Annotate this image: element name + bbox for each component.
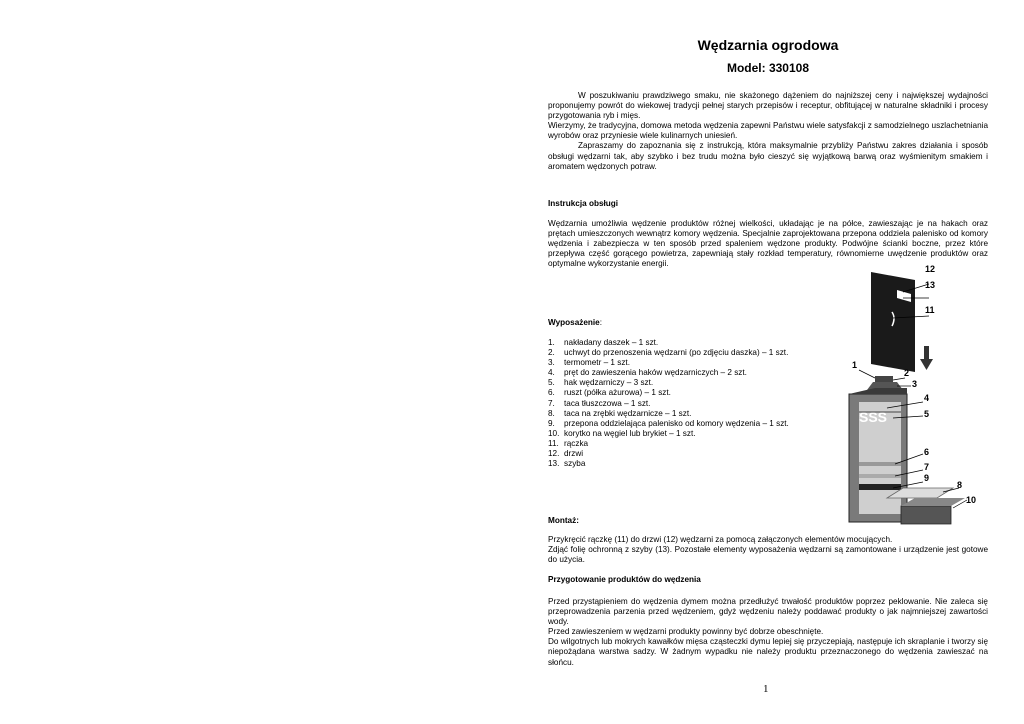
intro-paragraph-3: Zapraszamy do zapoznania się z instrukcją, która maksymalnie przybliży Państwu zakres działania i sposób obsługi wędzarni tak, aby szybko i bez trudu można było cieszyć się wyjątkową barwą oraz wyśmienitym smakiem i aromatem wędzonych potraw. bbox=[548, 141, 988, 171]
intro-paragraph-2: Wierzymy, że tradycyjna, domowa metoda wędzenia zapewni Państwu wiele satysfakcji z samodzielnego uszlachetniania wyrobów oraz przyniesie wiele kulinarnych uniesień. bbox=[548, 121, 988, 141]
equipment-item bbox=[548, 409, 828, 419]
label-9: 9 bbox=[924, 473, 930, 483]
equipment-item-text: hak wędzarniczy – 3 szt. bbox=[564, 378, 654, 388]
model-number: Model: 330108 bbox=[726, 61, 810, 75]
intro-paragraph-1: W poszukiwaniu prawdziwego smaku, nie skażonego dążeniem do najniższej ceny i największej wydajności proponujemy powrót do wiekowej tradycji pełnej starych przepisów i receptur, obfitującej w naturalne składniki i procesy przygotowania ryb i mięs. bbox=[548, 91, 988, 121]
equipment-item-number: 9. bbox=[548, 418, 555, 428]
equipment-item bbox=[548, 439, 828, 449]
equipment-heading: Wyposażenie bbox=[548, 318, 600, 327]
equipment-item bbox=[548, 378, 828, 388]
label-3: 3 bbox=[912, 379, 918, 389]
preparation-heading: Przygotowanie produktów do wędzenia bbox=[548, 575, 701, 584]
label-8: 8 bbox=[957, 480, 963, 490]
label-13: 13 bbox=[925, 280, 936, 290]
equipment-item-text: taca tłuszczowa – 1 szt. bbox=[564, 398, 651, 408]
equipment-item-number: 3. bbox=[548, 358, 555, 368]
equipment-item bbox=[548, 338, 828, 348]
equipment-item-text: drzwi bbox=[564, 449, 584, 459]
equipment-item-number: 13. bbox=[548, 459, 560, 469]
preparation-paragraph-1: Przed przystąpieniem do wędzenia dymem można przedłużyć trwałość produktów poprzez peklowanie. Nie zaleca się przeprowadzenia parzenia przed wędzeniem, gdyż wędzeniu należy poddawać produkty o jak najmniejszej zawartości wody. bbox=[548, 597, 988, 627]
equipment-item-text: korytko na węgiel lub brykiet – 1 szt. bbox=[564, 428, 696, 438]
equipment-item-number: 2. bbox=[548, 348, 555, 358]
equipment-item-number: 1. bbox=[548, 338, 555, 347]
equipment-item bbox=[548, 429, 828, 439]
equipment-item bbox=[548, 358, 828, 368]
equipment-item-number: 7. bbox=[548, 398, 555, 408]
equipment-item-text: termometr – 1 szt. bbox=[564, 358, 630, 368]
equipment-item bbox=[548, 449, 828, 459]
equipment-item-text: przepona oddzielająca palenisko od komory wędzenia – 1 szt. bbox=[564, 418, 789, 428]
assembly-paragraph-1: Przykręcić rączkę (11) do drzwi (12) wędzarni za pomocą załączonych elementów mocujących. bbox=[548, 535, 893, 544]
equipment-item-number: 6. bbox=[548, 388, 555, 398]
intro-section bbox=[548, 91, 988, 172]
instructions-heading: Instrukcja obsługi bbox=[548, 199, 619, 208]
label-11: 11 bbox=[925, 305, 935, 315]
preparation-paragraph-3: Do wilgotnych lub mokrych kawałków mięsa cząsteczki dymu lepiej się przyczepiają, następuje ich skraplanie i tworzy się niepożądana warstwa sadzy. W żadnym wypadku nie należy produktu przeznaczonego do wędzenia zawieszać na słońcu. bbox=[548, 637, 988, 667]
equipment-heading-colon: : bbox=[599, 318, 603, 327]
label-7: 7 bbox=[924, 462, 930, 472]
equipment-item-text: pręt do zawieszenia haków wędzarniczych – 2 szt. bbox=[564, 368, 747, 378]
equipment-item bbox=[548, 368, 828, 378]
equipment-item-text: rączka bbox=[564, 438, 589, 448]
equipment-item bbox=[548, 388, 828, 398]
label-5: 5 bbox=[924, 409, 930, 419]
label-10: 10 bbox=[966, 495, 977, 505]
equipment-item-number: 5. bbox=[548, 378, 555, 388]
label-6: 6 bbox=[924, 447, 930, 457]
equipment-item bbox=[548, 419, 828, 429]
equipment-item-number: 8. bbox=[548, 408, 555, 418]
equipment-item-text: taca na zrębki wędzarnicze – 1 szt. bbox=[564, 408, 692, 418]
equipment-item-text: nakładany daszek – 1 szt. bbox=[564, 338, 659, 347]
preparation-section bbox=[548, 597, 988, 668]
equipment-item-number: 4. bbox=[548, 368, 555, 378]
label-1: 1 bbox=[852, 360, 858, 370]
equipment-item bbox=[548, 459, 828, 469]
document-title: Wędzarnia ogrodowa bbox=[697, 37, 839, 53]
page-number: 1 bbox=[763, 683, 769, 695]
equipment-item-number: 10. bbox=[548, 428, 560, 438]
assembly-paragraph-2: Zdjąć folię ochronną z szyby (13). Pozostałe elementy wyposażenia wędzarni są zamontowane i urządzenie jest gotowe do użycia. bbox=[548, 545, 988, 565]
equipment-item-text: ruszt (półka ażurowa) – 1 szt. bbox=[564, 388, 671, 398]
diagram-labels bbox=[845, 262, 985, 532]
label-2: 2 bbox=[904, 368, 910, 378]
hooks-shape: SSS bbox=[859, 409, 888, 425]
assembly-section bbox=[548, 535, 988, 565]
label-12: 12 bbox=[925, 264, 936, 274]
assembly-heading: Montaż: bbox=[548, 516, 579, 525]
equipment-item-number: 12. bbox=[548, 449, 560, 459]
equipment-item bbox=[548, 399, 828, 409]
label-4: 4 bbox=[924, 393, 930, 403]
equipment-item-text: szyba bbox=[564, 459, 586, 469]
equipment-item-text: uchwyt do przenoszenia wędzarni (po zdjęciu daszka) – 1 szt. bbox=[564, 348, 789, 358]
equipment-list bbox=[548, 338, 828, 469]
instructions-body: Wędzarnia umożliwia wędzenie produktów różnej wielkości, układając je na półce, zawieszając je na hakach oraz prętach umieszczonych wewnątrz komory wędzenia. Specjalnie zaprojektowana przepona oddziela palenisko od komory wędzenia i zabezpiecza w ten sposób przed spaleniem wędzone produkty. Podwójne ścianki boczne, przez które przepływa część gorącego powietrza, zapewniają stały rozkład temperatury, równomierne uwędzenie produktów oraz optymalne wykorzystanie energii. bbox=[548, 219, 988, 269]
equipment-item-number: 11. bbox=[548, 438, 559, 448]
equipment-item bbox=[548, 348, 828, 358]
preparation-paragraph-2: Przed zawieszeniem w wędzarni produkty powinny być dobrze obeschnięte. bbox=[548, 627, 824, 637]
